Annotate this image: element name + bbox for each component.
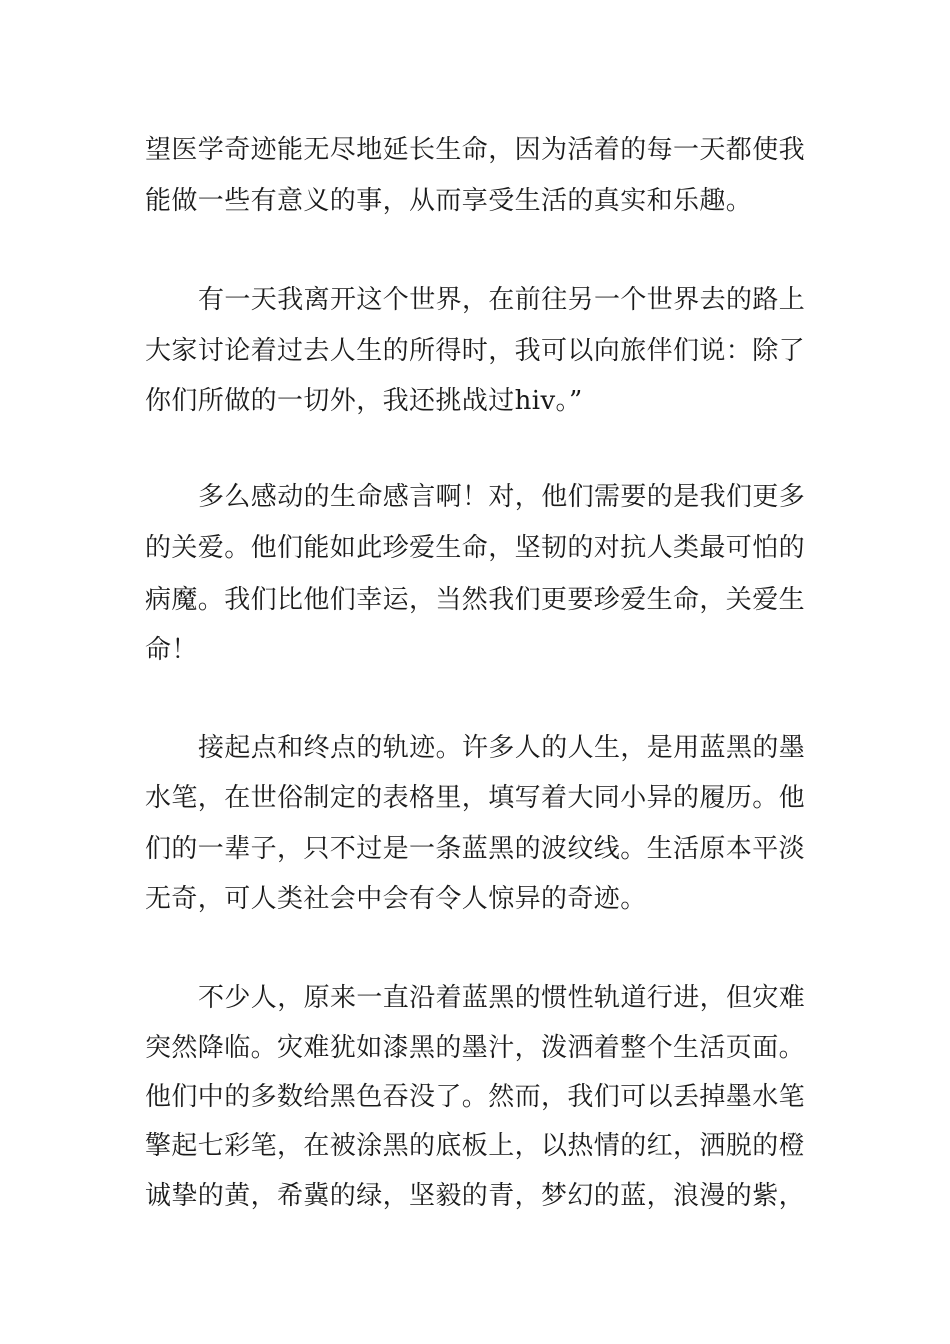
paragraph-5-line-3: 他们中的多数给黑色吞没了。然而，我们可以丢掉墨水笔 xyxy=(145,1082,806,1112)
paragraph-3-line-2: 的关爱。他们能如此珍爱生命，坚韧的对抗人类最可怕的 xyxy=(145,533,806,563)
paragraph-4-line-1: 接起点和终点的轨迹。许多人的人生，是用蓝黑的墨 xyxy=(198,733,806,763)
paragraph-4-line-3: 们的一辈子，只不过是一条蓝黑的波纹线。生活原本平淡 xyxy=(145,834,806,864)
paragraph-5-line-1: 不少人，原来一直沿着蓝黑的惯性轨道行进，但灾难 xyxy=(198,983,806,1013)
paragraph-5-line-5: 诚挚的黄，希冀的绿，坚毅的青，梦幻的蓝，浪漫的紫， xyxy=(145,1181,806,1211)
paragraph-2-line-3: 你们所做的一切外，我还挑战过hiv。” xyxy=(145,386,583,416)
paragraph-3-line-1: 多么感动的生命感言啊！对，他们需要的是我们更多 xyxy=(198,482,806,512)
paragraph-3-line-4: 命！ xyxy=(145,635,198,665)
paragraph-3-line-3: 病魔。我们比他们幸运，当然我们更要珍爱生命，关爱生 xyxy=(145,585,806,615)
paragraph-4-line-4: 无奇，可人类社会中会有令人惊异的奇迹。 xyxy=(145,884,647,914)
paragraph-1-line-2: 能做一些有意义的事，从而享受生活的真实和乐趣。 xyxy=(145,186,753,216)
paragraph-1-line-1: 望医学奇迹能无尽地延长生命，因为活着的每一天都使我 xyxy=(145,135,806,165)
paragraph-2-line-2: 大家讨论着过去人生的所得时，我可以向旅伴们说：除了 xyxy=(145,336,806,366)
paragraph-5-line-2: 突然降临。灾难犹如漆黑的墨汁，泼洒着整个生活页面。 xyxy=(145,1033,806,1063)
paragraph-5-line-4: 擎起七彩笔，在被涂黑的底板上，以热情的红，洒脱的橙 xyxy=(145,1131,806,1161)
paragraph-2-line-1: 有一天我离开这个世界，在前往另一个世界去的路上 xyxy=(198,285,806,315)
paragraph-4-line-2: 水笔，在世俗制定的表格里，填写着大同小异的履历。他 xyxy=(145,783,806,813)
